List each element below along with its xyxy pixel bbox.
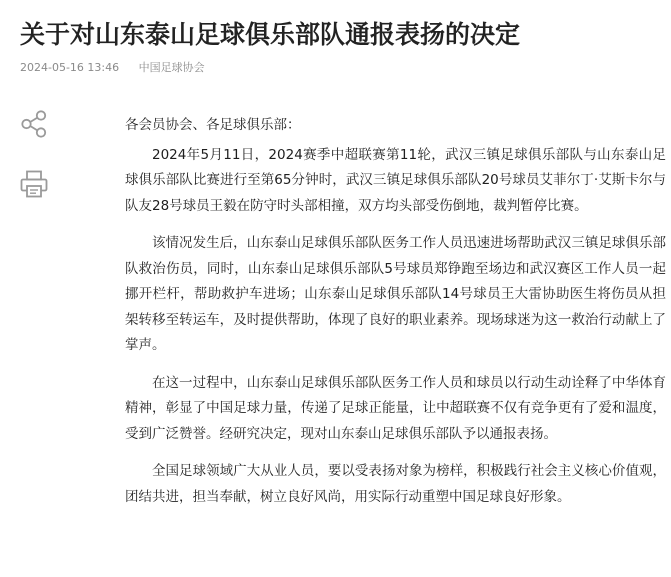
article-paragraph: 全国足球领域广大从业人员，要以受表扬对象为榜样，积极践行社会主义核心价值观，团结共进，担当奉献，树立良好风尚，用实际行动重塑中国足球良好形象。 bbox=[125, 463, 666, 505]
share-button[interactable] bbox=[18, 108, 50, 140]
article-paragraph: 2024年5月11日，2024赛季中超联赛第11轮，武汉三镇足球俱乐部队与山东泰山足球俱乐部队比赛进行至第65分钟时，武汉三镇足球俱乐部队20号球员艾菲尔丁·艾斯卡尔与队友28号球员王毅在防守时头部相撞，双方均头部受伤倒地，裁判暂停比赛。 bbox=[125, 146, 666, 214]
article-paragraph: 在这一过程中，山东泰山足球俱乐部队医务工作人员和球员以行动生动诠释了中华体育精神，彰显了中国足球力量，传递了足球正能量，让中超联赛不仅有竞争更有了爱和温度，受到广泛赞誉。经研究决定，现对山东泰山足球俱乐部队予以通报表扬。 bbox=[125, 374, 666, 442]
article-source: 中国足球协会 bbox=[138, 61, 205, 74]
print-button[interactable] bbox=[18, 168, 50, 200]
article-meta bbox=[20, 61, 205, 75]
article-title: 关于对山东泰山足球俱乐部队通报表扬的决定 bbox=[20, 20, 521, 49]
share-icon bbox=[18, 108, 50, 140]
article-paragraph: 该情况发生后，山东泰山足球俱乐部队医务工作人员迅速进场帮助武汉三镇足球俱乐部队救治伤员，同时，山东泰山足球俱乐部队5号球员郑铮跑至场边和武汉赛区工作人员一起挪开栏杆，帮助救护车进场；山东泰山足球俱乐部队14号球员王大雷协助医生将伤员从担架转移至转运车，及时提供帮助，体现了良好的职业素养。现场球迷为这一救治行动献上了掌声。 bbox=[125, 235, 666, 353]
article-body bbox=[125, 113, 666, 522]
publish-date: 2024-05-16 13:46 bbox=[20, 61, 120, 74]
print-icon bbox=[18, 168, 50, 200]
salutation: 各会员协会、各足球俱乐部： bbox=[125, 117, 301, 133]
